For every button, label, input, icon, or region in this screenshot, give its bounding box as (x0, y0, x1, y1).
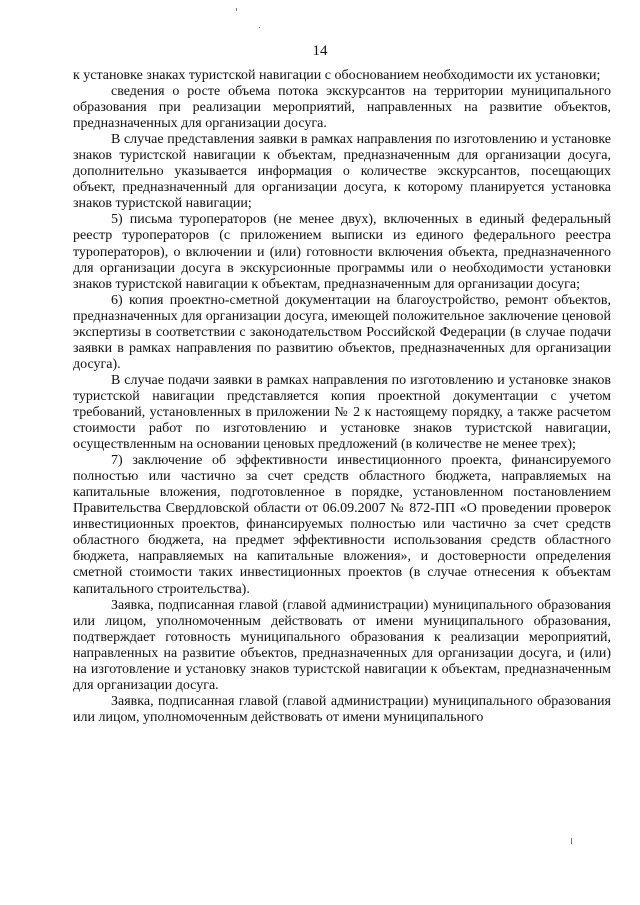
page-number: 14 (312, 43, 328, 59)
paragraph: В случае представления заявки в рамках направления по изготовлению и установке знаков туристской навигации к объектам, предназначенным для организации досуга, дополнительно указывается информация о количестве экскурсантов, посещающих объект, предназначенный для организации досуга, к которому планируется установка знаков туристской навигации; (73, 132, 611, 212)
document-body (73, 68, 611, 726)
paragraph: 5) письма туроператоров (не менее двух), включенных в единый федеральный реестр туроператоров (с приложением выписки из единого федерального реестра туроператоров), о включении и (или) готовности включения объекта, предназначенного для организации досуга в экскурсионные программы или о необходимости установки знаков туристской навигации к объектам, предназначенным для организации досуга; (73, 212, 611, 292)
paragraph: Заявка, подписанная главой (главой администрации) муниципального образования или лицом, уполномоченным действовать от имени муниципального (73, 693, 611, 725)
paragraph: сведения о росте объема потока экскурсантов на территории муниципального образования при реализации мероприятий, направленных на развитие объектов, предназначенных для организации досуга. (73, 84, 611, 132)
paragraph: к установке знаках туристской навигации с обоснованием необходимости их установки; (73, 68, 601, 83)
paragraph: 7) заключение об эффективности инвестиционного проекта, финансируемого полностью или частично за счет средств областного бюджета, направляемых на капитальные вложения, подготовленное в порядке, установленном постановлением Правительства Свердловской области от 06.09.2007 № 872-ПП «О проведении проверок инвестиционных проектов, финансируемых полностью или частично за счет средств областного бюджета, на предмет эффективности использования средств областного бюджета, направляемых на капитальные вложения», и достоверности определения сметной стоимости таких инвестиционных проектов (в случае отнесения к объектам капитального строительства). (73, 453, 611, 597)
scan-speck (571, 838, 572, 844)
scan-speck (236, 8, 237, 11)
scan-speck (259, 27, 260, 28)
paragraph: 6) копия проектно-сметной документации на благоустройство, ремонт объектов, предназначенных для организации досуга, имеющей положительное заключение ценовой экспертизы в соответствии с законодательством Российской Федерации (в случае подачи заявки в рамках направления по развитию объектов, предназначенных для организации досуга). (73, 292, 611, 372)
paragraph: Заявка, подписанная главой (главой администрации) муниципального образования или лицом, уполномоченным действовать от имени муниципального образования, подтверждает готовность муниципального образования к реализации мероприятий, направленных на развитие объектов, предназначенных для организации досуга, и (или) на изготовление и установку знаков туристской навигации к объектам, предназначенным для организации досуга. (73, 597, 611, 693)
paragraph: В случае подачи заявки в рамках направления по изготовлению и установке знаков туристской навигации представляется копия проектной документации с учетом требований, установленных в приложении № 2 к настоящему порядку, а также расчетом стоимости работ по изготовлению и установке знаков туристской навигации, осуществленным на основании ценовых предложений (в количестве не менее трех); (73, 372, 611, 453)
